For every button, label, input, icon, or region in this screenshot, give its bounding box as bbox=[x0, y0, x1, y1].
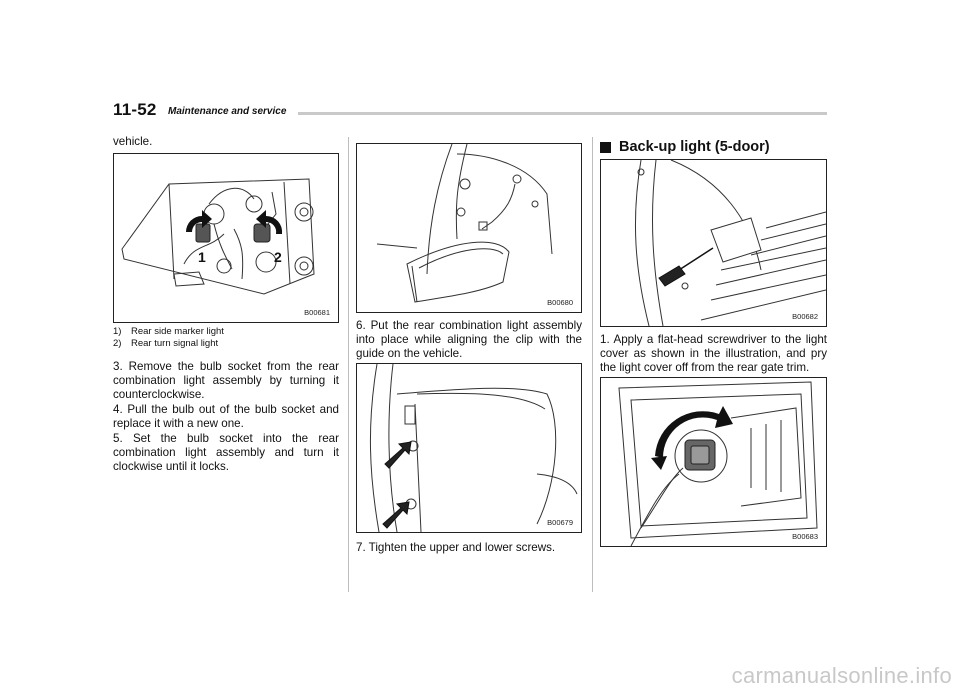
figure-code: B00679 bbox=[547, 518, 573, 527]
figure-screw-positions bbox=[356, 363, 582, 533]
page-number: 11-52 bbox=[113, 100, 157, 119]
callout-2: 2 bbox=[274, 249, 282, 265]
illustration-rear-light-sockets bbox=[114, 154, 338, 322]
lead-text: vehicle. bbox=[113, 135, 153, 148]
figure-code: B00682 bbox=[792, 312, 818, 321]
figure-code: B00680 bbox=[547, 298, 573, 307]
page-header bbox=[113, 100, 827, 120]
heading-square-icon bbox=[600, 142, 611, 153]
watermark: carmanualsonline.info bbox=[731, 663, 952, 688]
callout-1: 1 bbox=[198, 249, 206, 265]
section-heading: Back-up light (5-door) bbox=[600, 139, 827, 155]
illustration-combination-light bbox=[357, 144, 581, 312]
caption-list bbox=[113, 326, 339, 350]
column-divider-1 bbox=[348, 137, 349, 592]
figure-rear-light-sockets bbox=[113, 153, 339, 323]
step-6: 6. Put the rear combination light assembly into place while aligning the clip with the guide on the vehicle. bbox=[356, 319, 582, 360]
column-3 bbox=[600, 139, 827, 547]
illustration-bulb-socket bbox=[601, 378, 826, 546]
caption-item: 1) Rear side marker light bbox=[113, 326, 224, 337]
step-7: 7. Tighten the upper and lower screws. bbox=[356, 541, 556, 554]
step-3: 3. Remove the bulb socket from the rear combination light assembly by turning it counterclockwise. bbox=[113, 360, 339, 401]
step-4: 4. Pull the bulb out of the bulb socket and replace it with a new one. bbox=[113, 403, 339, 430]
illustration-light-cover-removal bbox=[601, 160, 826, 326]
column-divider-2 bbox=[592, 137, 593, 592]
figure-combination-light-assembly bbox=[356, 143, 582, 313]
illustration-screw-positions bbox=[357, 364, 581, 532]
column-1 bbox=[113, 135, 339, 475]
figure-light-cover-removal bbox=[600, 159, 827, 327]
back-up-step-1: 1. Apply a flat-head screwdriver to the light cover as shown in the illustration, and pry the light cover off from the rear gate trim. bbox=[600, 333, 827, 374]
figure-code: B00683 bbox=[792, 532, 818, 541]
caption-item: 2) Rear turn signal light bbox=[113, 338, 219, 349]
steps-text bbox=[113, 360, 339, 474]
column-2 bbox=[356, 143, 582, 555]
figure-code: B00681 bbox=[304, 308, 330, 317]
header-rule bbox=[298, 112, 827, 115]
section-title: Maintenance and service bbox=[168, 106, 287, 117]
step-5: 5. Set the bulb socket into the rear combination light assembly and turn it clockwise until it locks. bbox=[113, 432, 339, 473]
figure-bulb-socket-removal bbox=[600, 377, 827, 547]
